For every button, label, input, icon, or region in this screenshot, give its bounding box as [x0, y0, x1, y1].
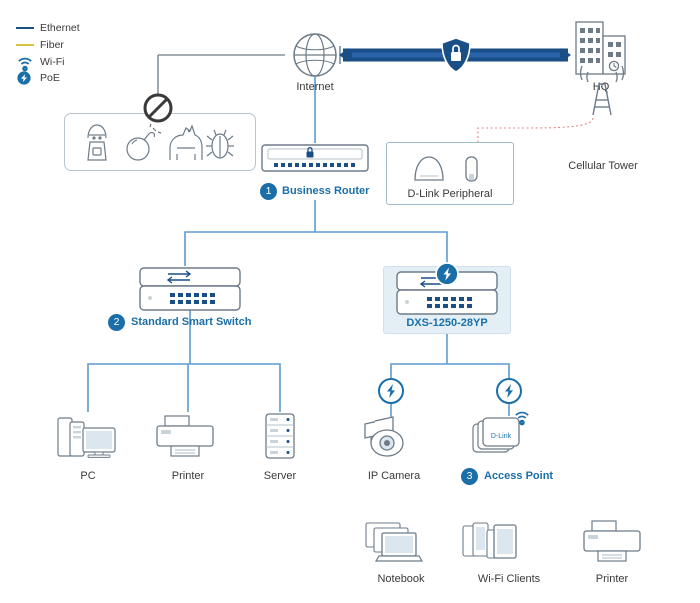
legend-label-ethernet: Ethernet — [40, 22, 80, 34]
badge-access-point: 3 — [461, 468, 478, 485]
access-point-label: Access Point — [484, 470, 554, 482]
badge-standard-smart-switch: 2 — [108, 314, 125, 331]
hq-label: HQ — [592, 81, 610, 93]
legend-label-fiber: Fiber — [40, 39, 64, 51]
printer-label: Printer — [171, 470, 205, 482]
business-router-label: Business Router — [282, 185, 370, 197]
dxs-switch-label: DXS-1250-28YP — [406, 317, 488, 329]
legend-label-wifi: Wi-Fi — [40, 56, 65, 68]
printer-bottom-label: Printer — [595, 573, 629, 585]
server-label: Server — [263, 470, 297, 482]
pc-label: PC — [80, 470, 96, 482]
wifi-clients-label: Wi-Fi Clients — [477, 573, 541, 585]
cellular-tower-label: Cellular Tower — [568, 160, 638, 172]
legend-label-poe: PoE — [40, 72, 60, 84]
internet-label: Internet — [296, 81, 334, 93]
svg-text:D-Link: D-Link — [490, 433, 512, 440]
standard-smart-switch-label: Standard Smart Switch — [131, 316, 252, 328]
ip-camera-label: IP Camera — [367, 470, 421, 482]
badge-business-router: 1 — [260, 183, 277, 200]
notebook-label: Notebook — [377, 573, 425, 585]
dlink-peripheral-label: D-Link Peripheral — [407, 188, 493, 200]
